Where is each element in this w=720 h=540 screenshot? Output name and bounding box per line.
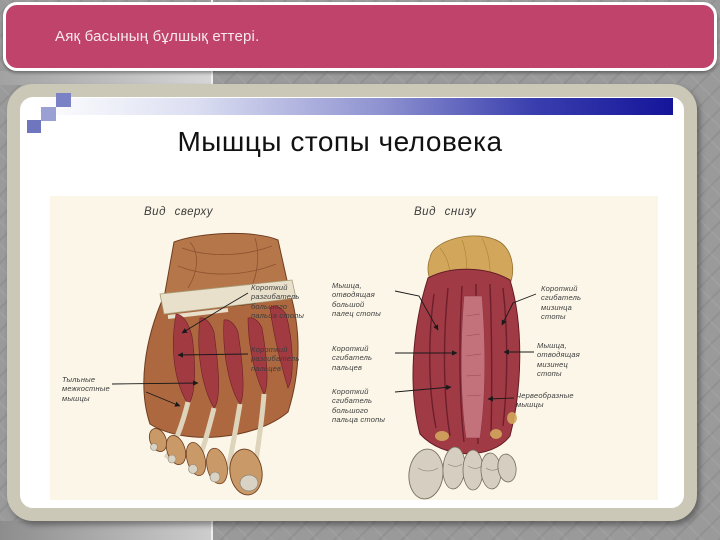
- label-extensor-digitorum-brevis: Короткий разгибатель пальцев: [251, 345, 300, 373]
- label-dorsal-interossei: Тыльные межкостные мышцы: [62, 375, 110, 403]
- caption-view-top: Вид сверху: [144, 206, 214, 218]
- label-lumbricals: Червеобразные мышцы: [516, 391, 574, 410]
- label-abductor-digiti-minimi: Мышца, отводящая мизинец стопы: [537, 341, 580, 379]
- accent-gradient-bar: [35, 98, 673, 115]
- label-extensor-hallucis-brevis: Короткий разгибатель большого пальца стопы: [251, 283, 305, 321]
- header-title: Аяқ басының бұлшық еттері.: [55, 28, 260, 45]
- slide-title: Мышцы стопы человека: [177, 126, 503, 157]
- header-banner: [3, 2, 717, 71]
- caption-view-bottom: Вид снизу: [414, 206, 477, 218]
- deco-square-1: [56, 93, 71, 107]
- background-gradient-strip-bottom: [0, 521, 211, 540]
- background-gradient-strip-top: [0, 71, 211, 85]
- deco-square-2: [41, 107, 56, 121]
- label-flexor-digitorum-brevis: Короткий сгибатель пальцев: [332, 344, 373, 372]
- right-foot-illustration: [406, 236, 519, 500]
- label-flexor-hallucis-brevis: Короткий сгибатель большого пальца стопы: [332, 387, 386, 425]
- label-flexor-digiti-minimi-brevis: Короткий сгибатель мизинца стопы: [541, 284, 582, 322]
- label-abductor-hallucis: Мышца, отводящая большой палец стопы: [332, 281, 381, 319]
